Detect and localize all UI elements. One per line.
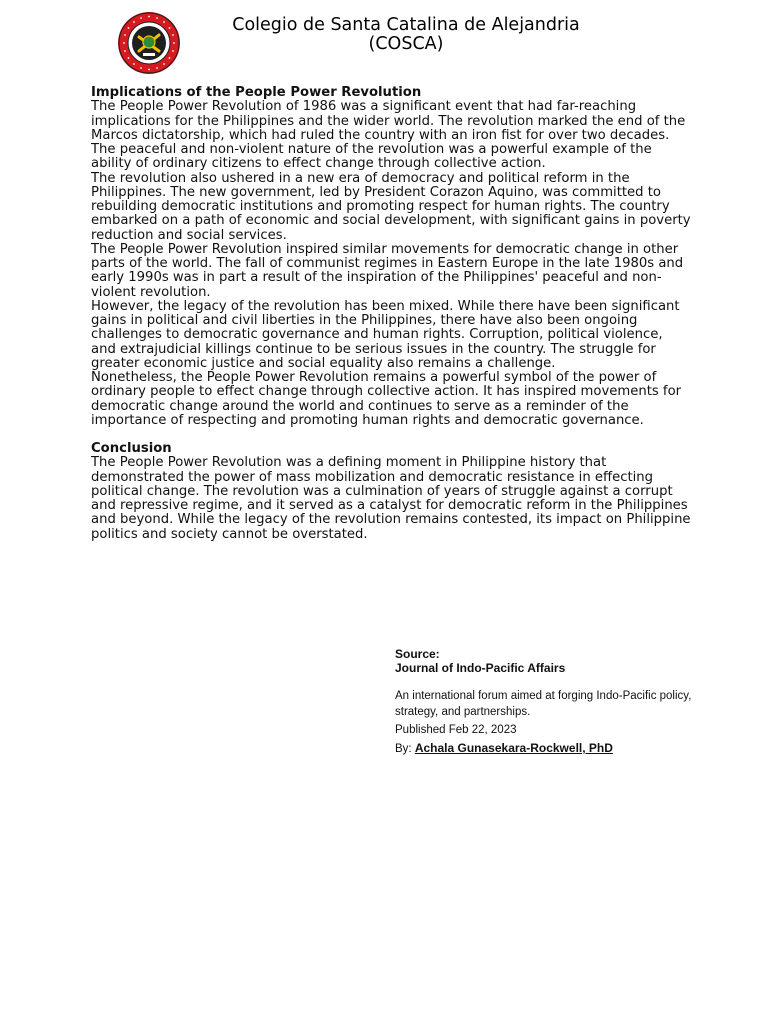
paragraph: The People Power Revolution was a defining moment in Philippine history that demonstrated the power of mass mobilization and democratic resistance in effecting political change. The revolution was a culmination of years of struggle against a corrupt and repressive regime, and it served as a catalyst for democratic reform in the Philippines and beyond. While the legacy of the revolution remains contested, its impact on Philippine politics and society cannot be overstated. xyxy=(91,455,691,542)
paragraph: The People Power Revolution of 1986 was a significant event that had far-reaching implications for the Philippines and the wider world. The revolution marked the end of the Marcos dictatorship, which had ruled the country with an iron fist for over two decades. The peaceful and non-violent nature of the revolution was a powerful example of the ability of ordinary citizens to effect change through collective action. xyxy=(91,99,686,172)
by-label: By: xyxy=(395,743,412,755)
document-header xyxy=(0,0,768,70)
journal-description: An international forum aimed at forging Indo-Pacific policy, strategy, and partnerships. xyxy=(395,690,692,718)
published-date: Published Feb 22, 2023 xyxy=(395,724,517,736)
paragraph: However, the legacy of the revolution has been mixed. While there have been significant gains in political and civil liberties in the Philippines, there have also been ongoing challenges to democratic governance and human rights. Corruption, political violence, and extrajudicial killings continue to be serious issues in the country. The struggle for greater economic justice and social equality also remains a challenge. xyxy=(91,298,680,371)
school-name-line1: Colegio de Santa Catalina de Alejandria xyxy=(232,15,580,35)
section-heading-implications: Implications of the People Power Revolution xyxy=(91,85,422,100)
paragraph: Nonetheless, the People Power Revolution remains a powerful symbol of the power of ordinary people to effect change through collective action. It has inspired movements for democratic change around the world and continues to serve as a reminder of the importance of respecting and promoting human rights and democratic governance. xyxy=(91,370,682,428)
school-name-line2: (COSCA) xyxy=(368,34,444,54)
source-label: Source: xyxy=(395,647,440,661)
source-citation xyxy=(395,647,735,757)
section-heading-conclusion: Conclusion xyxy=(91,441,172,456)
author-link[interactable]: Achala Gunasekara-Rockwell, PhD xyxy=(414,741,613,755)
school-name xyxy=(190,16,622,54)
paragraph: The revolution also ushered in a new era of democracy and political reform in the Philippines. The new government, led by President Corazon Aquino, was committed to rebuilding democratic institutions and promoting respect for human rights. The country embarked on a path of economic and social development, with significant gains in poverty reduction and social services. xyxy=(91,170,691,243)
school-seal-icon xyxy=(117,11,181,75)
section-spacer xyxy=(91,428,691,442)
journal-name: Journal of Indo-Pacific Affairs xyxy=(395,661,566,675)
article-body xyxy=(91,86,691,542)
paragraph: The People Power Revolution inspired similar movements for democratic change in other parts of the world. The fall of communist regimes in Eastern Europe in the late 1980s and early 1990s was in part a result of the inspiration of the Philippines' peaceful and non-violent revolution. xyxy=(91,241,684,300)
byline xyxy=(395,740,735,757)
